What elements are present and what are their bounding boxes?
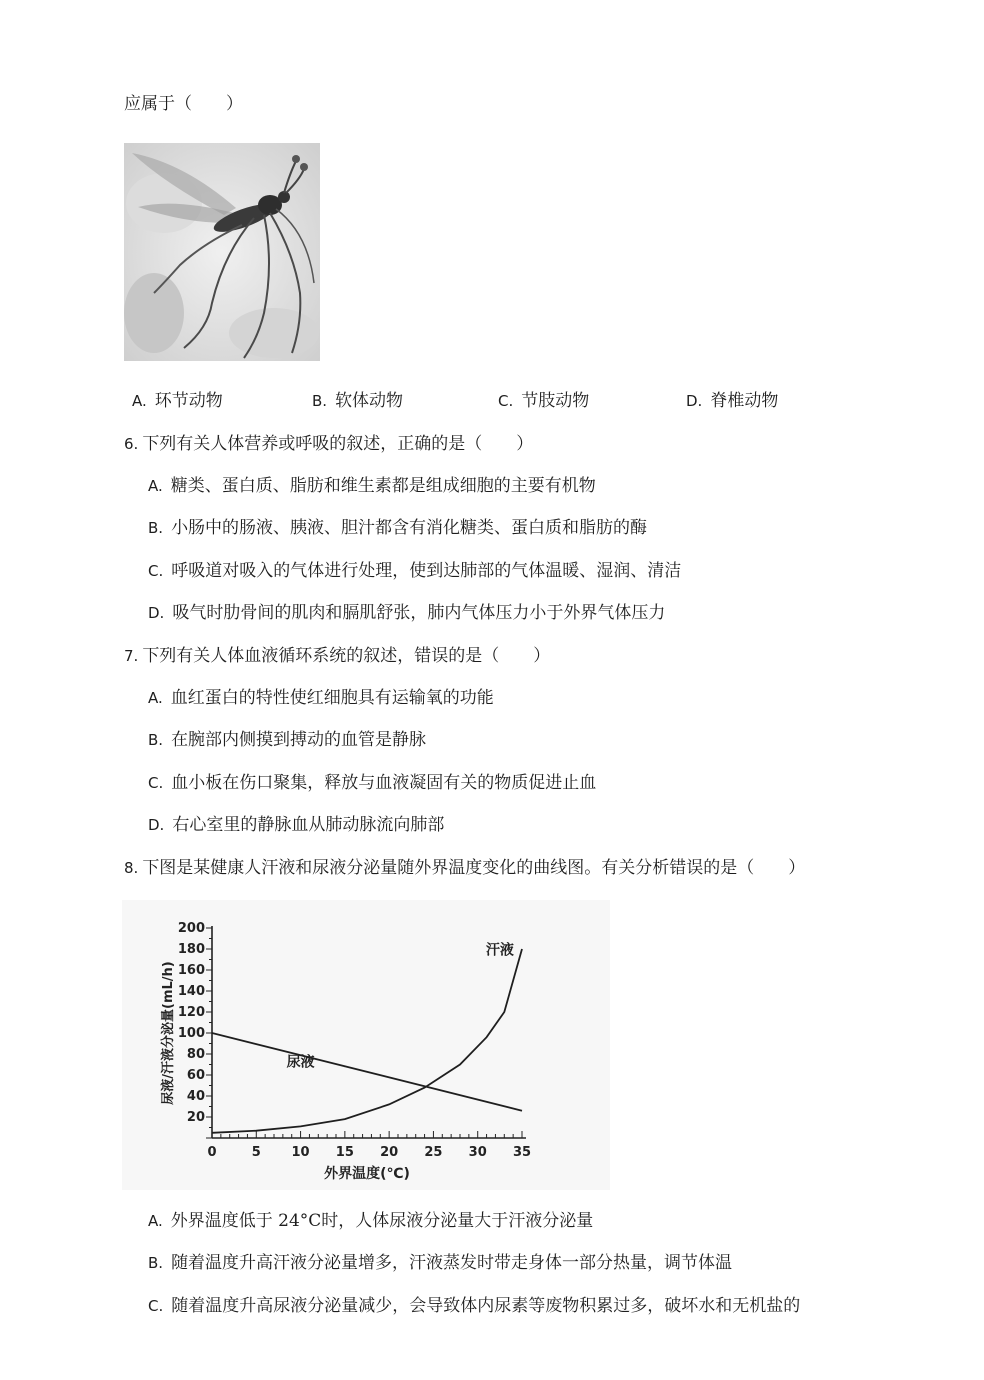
x-tick-label: 15 (335, 1145, 354, 1160)
y-tick-label: 40 (186, 1089, 205, 1104)
series-label: 汗液 (485, 942, 514, 959)
q5-option-a[interactable]: A. 环节动物 (132, 391, 223, 411)
x-tick-label: 30 (468, 1145, 487, 1160)
q7-option-a[interactable]: A. 血红蛋白的特性使红细胞具有运输氧的功能 (148, 688, 494, 708)
q6-option-b[interactable]: B. 小肠中的肠液、胰液、胆汁都含有消化糖类、蛋白质和脂肪的酶 (148, 518, 648, 538)
q8-option-b[interactable]: B. 随着温度升高汗液分泌量增多，汗液蒸发时带走身体一部分热量，调节体温 (148, 1253, 733, 1273)
q7-option-d[interactable]: D. 右心室里的静脉血从肺动脉流向肺部 (148, 815, 445, 835)
series-line-sweat (212, 949, 522, 1133)
x-tick-label: 10 (291, 1145, 310, 1160)
y-tick-label: 200 (177, 921, 205, 936)
q8-option-c[interactable]: C. 随着温度升高尿液分泌量减少，会导致体内尿素等废物积累过多，破坏水和无机盐的 (148, 1296, 801, 1316)
y-tick-label: 80 (186, 1047, 205, 1062)
insect-fossil-image (124, 143, 320, 361)
q5-stem: 应属于（ ） (124, 94, 243, 114)
series-label: 尿液 (286, 1054, 315, 1071)
y-tick-label: 20 (186, 1110, 205, 1125)
x-tick-label: 20 (380, 1145, 399, 1160)
y-tick-label: 120 (177, 1005, 205, 1020)
q8-stem: 8. 下图是某健康人汗液和尿液分泌量随外界温度变化的曲线图。有关分析错误的是（ ） (124, 858, 806, 878)
q8-option-a[interactable]: A. 外界温度低于 24°C时，人体尿液分泌量大于汗液分泌量 (148, 1211, 594, 1231)
y-axis-label: 尿液/汗液分泌量(mL/h) (161, 961, 176, 1105)
y-tick-label: 180 (177, 942, 205, 957)
q6-option-d[interactable]: D. 吸气时肋骨间的肌肉和膈肌舒张，肺内气体压力小于外界气体压力 (148, 603, 666, 623)
q5-option-d[interactable]: D. 脊椎动物 (686, 391, 779, 411)
x-axis-label: 外界温度(℃) (324, 1166, 410, 1182)
x-tick-label: 25 (424, 1145, 443, 1160)
q5-option-c[interactable]: C. 节肢动物 (498, 391, 590, 411)
y-tick-label: 60 (186, 1068, 205, 1083)
secretion-temperature-chart (122, 900, 610, 1190)
q6-option-c[interactable]: C. 呼吸道对吸入的气体进行处理，使到达肺部的气体温暖、湿润、清洁 (148, 561, 682, 581)
q6-stem: 6. 下列有关人体营养或呼吸的叙述，正确的是（ ） (124, 434, 534, 454)
x-tick-label: 0 (207, 1145, 217, 1160)
series-line-urine (212, 1033, 522, 1111)
q6-option-a[interactable]: A. 糖类、蛋白质、脂肪和维生素都是组成细胞的主要有机物 (148, 476, 596, 496)
x-tick-label: 35 (512, 1145, 532, 1160)
q7-option-c[interactable]: C. 血小板在伤口聚集，释放与血液凝固有关的物质促进止血 (148, 773, 597, 793)
y-tick-label: 160 (177, 963, 205, 978)
y-tick-label: 100 (177, 1026, 205, 1041)
q5-option-b[interactable]: B. 软体动物 (312, 391, 404, 411)
y-tick-label: 140 (177, 984, 205, 999)
x-tick-label: 5 (251, 1145, 261, 1160)
q7-stem: 7. 下列有关人体血液循环系统的叙述，错误的是（ ） (124, 646, 551, 666)
q7-option-b[interactable]: B. 在腕部内侧摸到搏动的血管是静脉 (148, 730, 427, 750)
